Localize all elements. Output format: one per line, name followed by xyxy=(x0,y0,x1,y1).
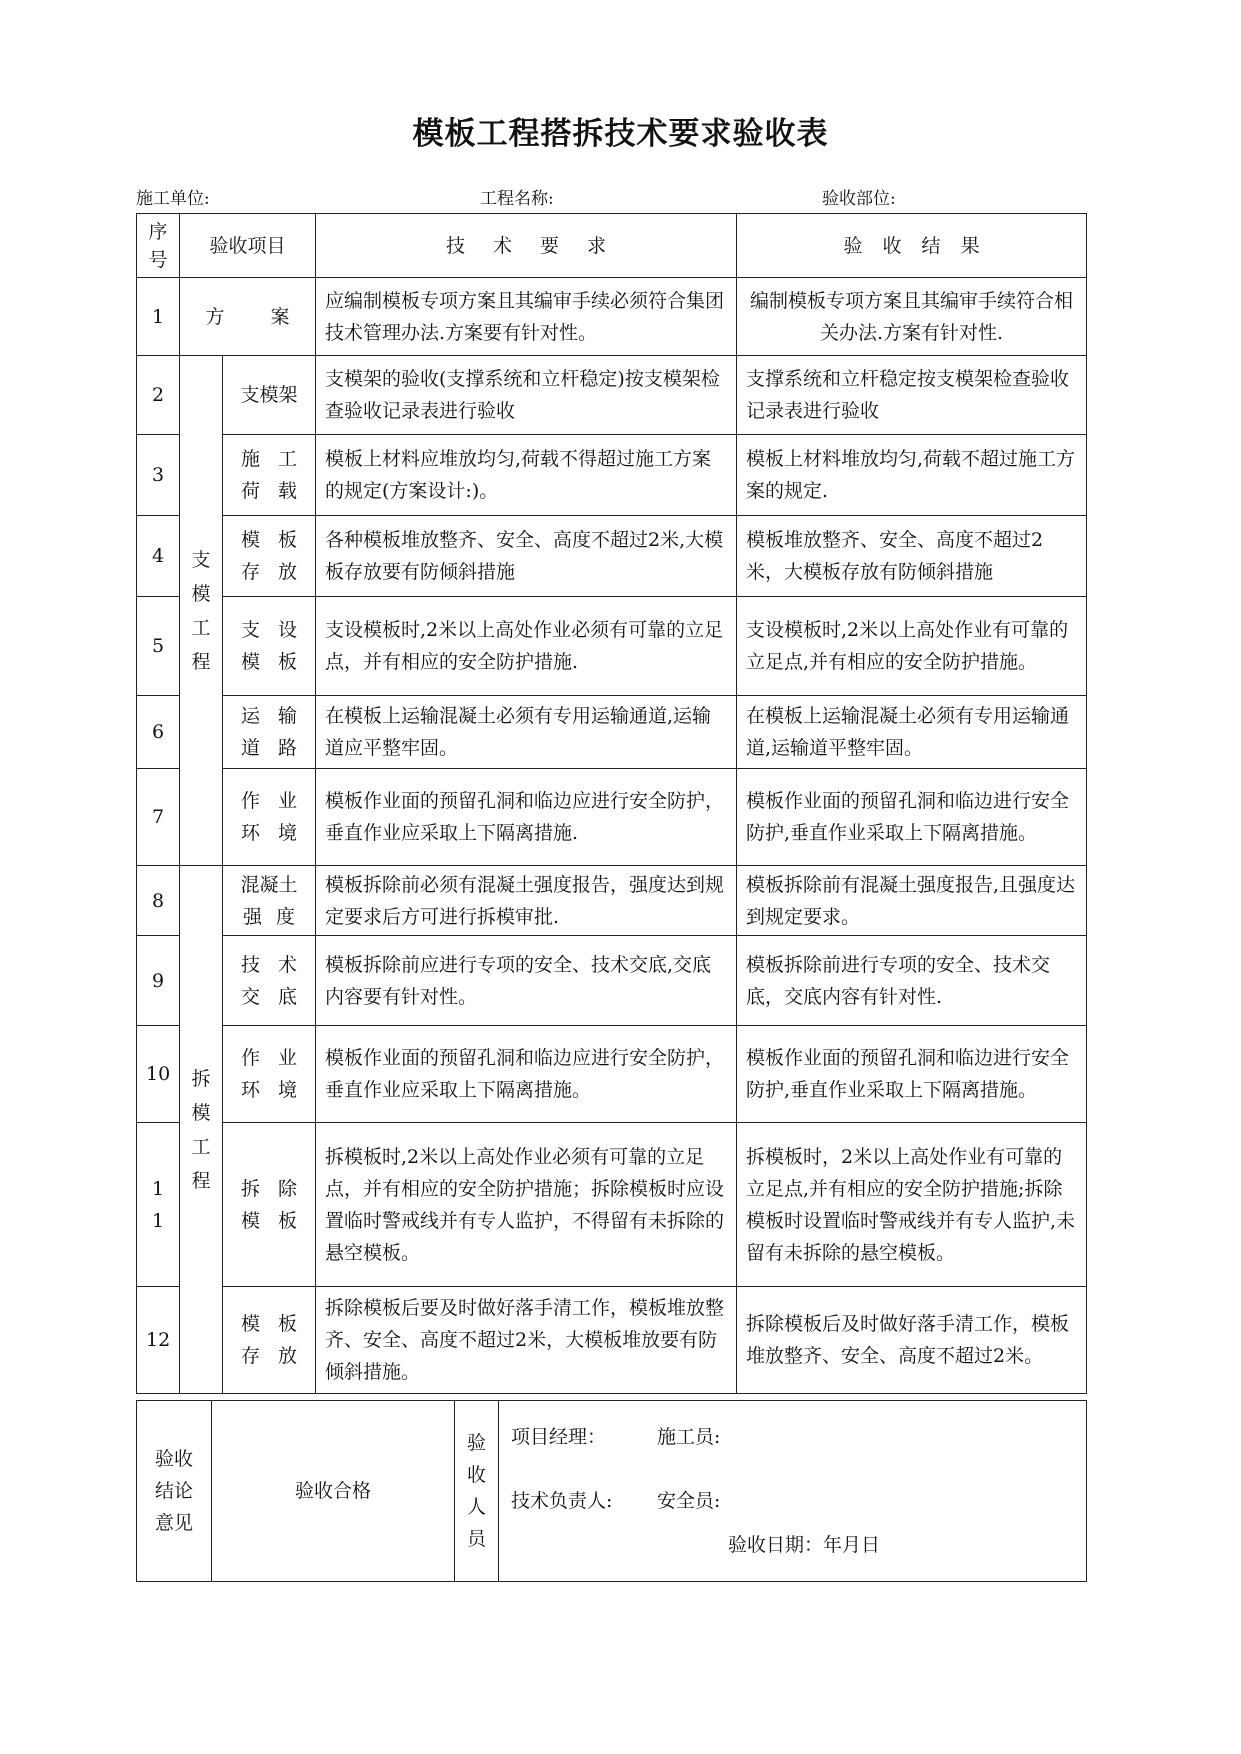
row-requirement: 模板拆除前必须有混凝土强度报告，强度达到规定要求后方可进行拆模审批. xyxy=(316,866,737,936)
row-seq: 6 xyxy=(137,696,180,769)
row-requirement: 模板作业面的预留孔洞和临边应进行安全防护，垂直作业应采取上下隔离措施。 xyxy=(316,1026,737,1123)
row-requirement: 各种模板堆放整齐、安全、高度不超过2米,大模板存放要有防倾斜措施 xyxy=(316,516,737,597)
row-result: 模板拆除前进行专项的安全、技术交底，交底内容有针对性. xyxy=(737,936,1087,1026)
row-result: 模板作业面的预留孔洞和临边进行安全防护,垂直作业采取上下隔离措施。 xyxy=(737,769,1087,866)
row-seq: 7 xyxy=(137,769,180,866)
row-result: 在模板上运输混凝土必须有专用运输通道,运输道平整牢固。 xyxy=(737,696,1087,769)
row-seq: 10 xyxy=(137,1026,180,1123)
technical-lead-label: 技术负责人: xyxy=(511,1490,613,1512)
col-header-result: 验 收 结 果 xyxy=(737,214,1087,278)
acceptance-footer xyxy=(136,1400,1087,1582)
row-requirement: 支模架的验收(支撑系统和立杆稳定)按支模架检查验收记录表进行验收 xyxy=(316,356,737,435)
row-seq: 8 xyxy=(137,866,180,936)
row-requirement: 模板上材料应堆放均匀,荷载不得超过施工方案的规定(方案设计:)。 xyxy=(316,435,737,516)
row-item: 施 工 荷 载 xyxy=(223,435,316,516)
table-row xyxy=(137,769,1087,866)
table-row xyxy=(137,435,1087,516)
row-result: 编制模板专项方案且其编审手续符合相关办法.方案有针对性. xyxy=(737,278,1087,356)
row-result: 模板作业面的预留孔洞和临边进行安全防护,垂直作业采取上下隔离措施。 xyxy=(737,1026,1087,1123)
page-title: 模板工程搭拆技术要求验收表 xyxy=(412,116,829,152)
row-seq: 4 xyxy=(137,516,180,597)
col-header-requirement: 技 术 要 求 xyxy=(316,214,737,278)
row-requirement: 在模板上运输混凝土必须有专用运输通道,运输道应平整牢固。 xyxy=(316,696,737,769)
acceptance-table xyxy=(136,213,1087,1394)
row-seq: 2 xyxy=(137,356,180,435)
row-seq: 12 xyxy=(137,1287,180,1394)
header-row xyxy=(137,214,1087,278)
conclusion-label: 验收结论意见 xyxy=(137,1401,212,1582)
row-result: 拆模板时，2米以上高处作业有可靠的立足点,并有相应的安全防护措施;拆除模板时设置临时警戒线并有专人监护,未留有未拆除的悬空模板。 xyxy=(737,1123,1087,1287)
table-row xyxy=(137,278,1087,356)
row-item: 支 设 模 板 xyxy=(223,597,316,696)
table-row xyxy=(137,866,1087,936)
constructor-label: 施工员: xyxy=(657,1426,721,1448)
row-item: 模 板 存 放 xyxy=(223,1287,316,1394)
row-result: 模板上材料堆放均匀,荷载不超过施工方案的规定. xyxy=(737,435,1087,516)
group-label-dismantle: 拆模工程 xyxy=(180,866,223,1394)
table-row xyxy=(137,516,1087,597)
row-requirement: 拆模板时,2米以上高处作业必须有可靠的立足点，并有相应的安全防护措施；拆除模板时应设置临时警戒线并有专人监护，不得留有未拆除的悬空模板。 xyxy=(316,1123,737,1287)
acceptance-date-label: 验收日期：年月日 xyxy=(728,1534,881,1556)
row-item: 作 业 环 境 xyxy=(223,769,316,866)
row-seq: 11 xyxy=(137,1123,180,1287)
row-requirement: 模板拆除前应进行专项的安全、技术交底,交底内容要有针对性。 xyxy=(316,936,737,1026)
row-item: 技 术 交 底 xyxy=(223,936,316,1026)
row-result: 拆除模板后及时做好落手清工作，模板堆放整齐、安全、高度不超过2米。 xyxy=(737,1287,1087,1394)
row-result: 支撑系统和立杆稳定按支模架检查验收记录表进行验收 xyxy=(737,356,1087,435)
table-row xyxy=(137,1026,1087,1123)
table-row xyxy=(137,936,1087,1026)
acceptance-part-label: 验收部位: xyxy=(822,189,896,209)
row-item: 模 板 存 放 xyxy=(223,516,316,597)
row-seq: 9 xyxy=(137,936,180,1026)
row-result: 支设模板时,2米以上高处作业有可靠的立足点,并有相应的安全防护措施。 xyxy=(737,597,1087,696)
signature-block xyxy=(499,1401,1087,1582)
table-row xyxy=(137,597,1087,696)
row-seq: 1 xyxy=(137,278,180,356)
construction-unit-label: 施工单位: xyxy=(136,189,210,209)
row-requirement: 拆除模板后要及时做好落手清工作，模板堆放整齐、安全、高度不超过2米，大模板堆放要有防倾斜措施。 xyxy=(316,1287,737,1394)
col-header-seq: 序号 xyxy=(137,214,180,278)
row-seq: 5 xyxy=(137,597,180,696)
row-requirement: 模板作业面的预留孔洞和临边应进行安全防护，垂直作业应采取上下隔离措施. xyxy=(316,769,737,866)
table-row xyxy=(137,356,1087,435)
row-item: 运 输 道 路 xyxy=(223,696,316,769)
table-row xyxy=(137,696,1087,769)
row-requirement: 应编制模板专项方案且其编审手续必须符合集团技术管理办法.方案要有针对性。 xyxy=(316,278,737,356)
row-item: 支模架 xyxy=(223,356,316,435)
project-manager-label: 项目经理： xyxy=(511,1426,607,1448)
row-requirement: 支设模板时,2米以上高处作业必须有可靠的立足点，并有相应的安全防护措施. xyxy=(316,597,737,696)
inspectors-label: 验收人员 xyxy=(455,1401,499,1582)
row-item: 混凝土 强 度 xyxy=(223,866,316,936)
row-result: 模板拆除前有混凝土强度报告,且强度达到规定要求。 xyxy=(737,866,1087,936)
safety-officer-label: 安全员: xyxy=(657,1490,721,1512)
col-header-item: 验收项目 xyxy=(180,214,316,278)
row-item: 方 案 xyxy=(180,278,316,356)
row-result: 模板堆放整齐、安全、高度不超过2米，大模板存放有防倾斜措施 xyxy=(737,516,1087,597)
row-item: 拆 除 模 板 xyxy=(223,1123,316,1287)
project-name-label: 工程名称: xyxy=(480,189,554,209)
row-seq: 3 xyxy=(137,435,180,516)
row-item: 作 业 环 境 xyxy=(223,1026,316,1123)
group-label-support: 支模工程 xyxy=(180,356,223,866)
table-row xyxy=(137,1123,1087,1287)
conclusion-value: 验收合格 xyxy=(212,1401,455,1582)
table-row xyxy=(137,1287,1087,1394)
